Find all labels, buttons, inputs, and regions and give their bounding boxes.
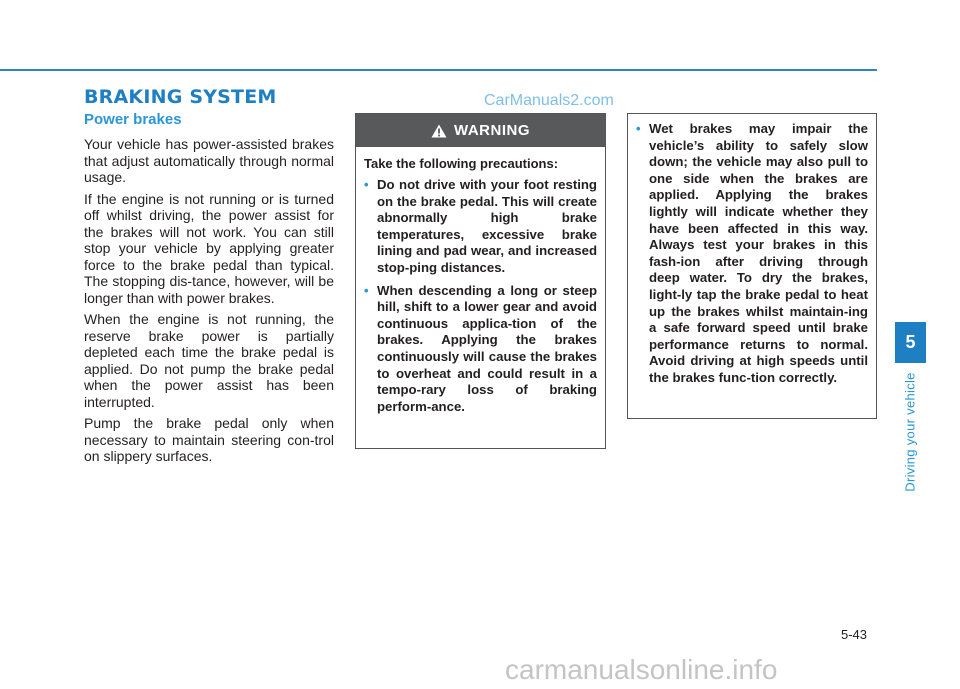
warning-box: [355, 113, 606, 449]
paragraph: If the engine is not running or is turned off whilst driving, the power assist for the brakes will not work. You can still stop your vehicle by applying greater force to the brake pedal than typical. The stopping dis-tance, however, will be longer than with power brakes.: [84, 190, 334, 306]
warning-title: WARNING: [454, 122, 530, 139]
warning-header: [356, 114, 605, 147]
warning-bullet: [364, 177, 597, 277]
footer-watermark-link[interactable]: carmanualsonline.info: [505, 654, 778, 685]
warning-body: [356, 147, 605, 415]
warning-triangle-icon: [431, 124, 447, 138]
watermark-link[interactable]: CarManuals2.com: [484, 92, 614, 109]
warning-bullet-text: Wet brakes may impair the vehicle’s ability to safely slow down; the vehicle may also pull to one side when the brakes are applied. Applying the brakes lightly will indicate whether they have been affected in this way. Always test your brakes in this fash-ion after driving through deep water. To dry the brakes, light-ly tap the brake pedal to heat up the brakes whilst maintain-ing a safe forward speed until brake performance returns to normal. Avoid driving at high speeds until the brakes func-tion correctly.: [649, 121, 868, 385]
paragraph: Pump the brake pedal only when necessary to maintain steering con-trol on slippery surfaces.: [84, 415, 334, 464]
bullet-dot-icon: •: [364, 282, 369, 298]
header-rule: [0, 69, 877, 71]
warning-bullet: [364, 283, 597, 416]
chapter-tab: 5: [895, 322, 926, 363]
paragraph: When the engine is not running, the reserve brake power is partially depleted each time the brake pedal is applied. Do not pump the brake pedal when the power assist has been interrupted.: [84, 311, 334, 410]
warning-bullet-text: When descending a long or steep hill, shift to a lower gear and avoid continuous applica-tion of the brakes. Applying the brakes continuously will cause the brakes to overheat and could result in a tempo-rary loss of braking perform-ance.: [377, 282, 597, 414]
page-number: 5-43: [841, 627, 868, 642]
warning-bullet: [636, 121, 868, 387]
warning-bullet-text: Do not drive with your foot resting on the brake pedal. This will create abnormally high brake temperatures, excessive brake lining and pad wear, and increased stop-ping distances.: [377, 177, 597, 275]
bullet-dot-icon: •: [364, 177, 369, 192]
subtitle: Power brakes: [84, 111, 182, 128]
warning-continued-box: [627, 113, 877, 419]
bullet-dot-icon: •: [636, 121, 641, 136]
warning-bullet-list: [364, 177, 597, 415]
warning-continued-list: [636, 121, 868, 387]
section-title: BRAKING SYSTEM: [84, 86, 277, 108]
paragraph: Your vehicle has power-assisted brakes that adjust automatically through normal usage.: [84, 136, 334, 185]
main-column: [84, 111, 334, 470]
chapter-label: Driving your vehicle: [902, 372, 918, 492]
warning-intro: Take the following precautions:: [364, 156, 559, 171]
